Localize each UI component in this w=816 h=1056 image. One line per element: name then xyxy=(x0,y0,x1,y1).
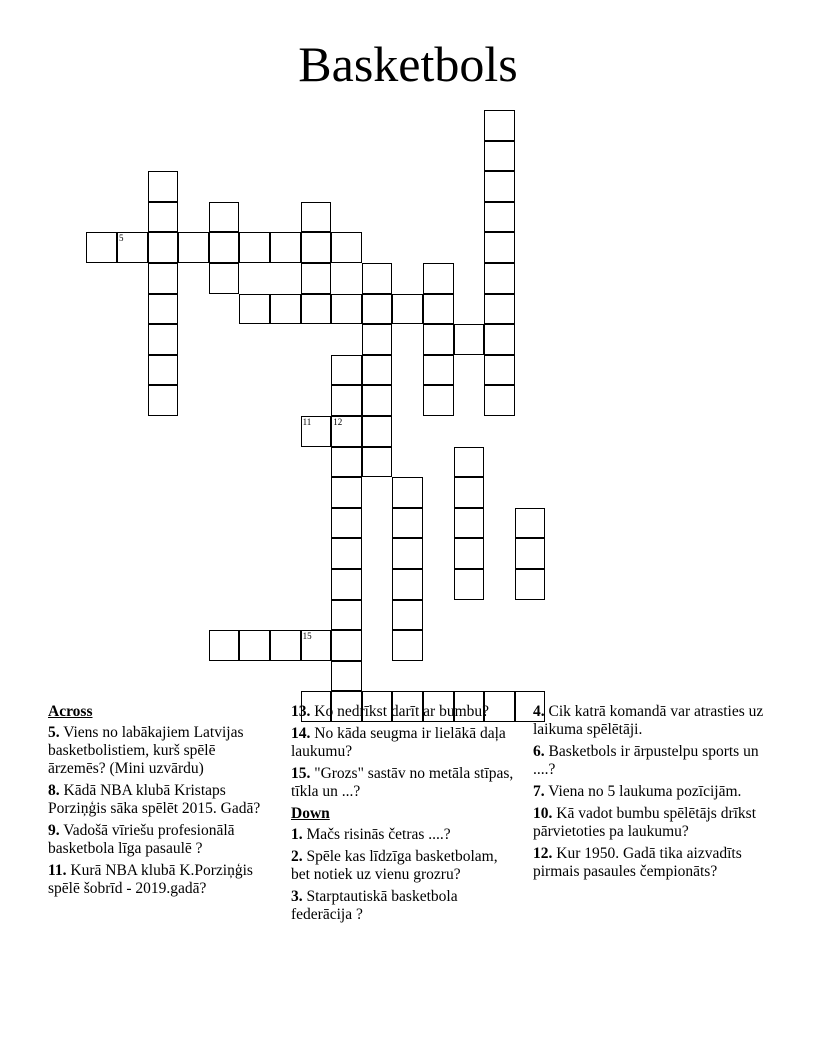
clue-text: Kā vadot bumbu spēlētājs drīkst pārvietoties pa laukumu? xyxy=(533,805,756,840)
clue-text: Kurā NBA klubā K.Porziņģis spēlē šobrīd - 2019.gadā? xyxy=(48,862,253,897)
clues-column-1 xyxy=(48,703,276,902)
crossword-cell[interactable] xyxy=(148,324,179,355)
crossword-cell[interactable] xyxy=(484,232,515,263)
crossword-cell[interactable] xyxy=(239,630,270,661)
crossword-cell[interactable] xyxy=(362,324,393,355)
crossword-cell[interactable] xyxy=(331,508,362,539)
down-clue xyxy=(291,826,519,844)
crossword-cell[interactable] xyxy=(515,538,546,569)
crossword-cell[interactable] xyxy=(331,416,362,447)
crossword-cell[interactable] xyxy=(392,538,423,569)
clue-text: Vadošā vīriešu profesionālā basketbola līga pasaulē ? xyxy=(48,822,235,857)
crossword-cell[interactable] xyxy=(484,171,515,202)
crossword-cell[interactable] xyxy=(331,600,362,631)
crossword-cell[interactable] xyxy=(454,508,485,539)
across-clue xyxy=(48,724,276,778)
crossword-cell[interactable] xyxy=(148,202,179,233)
crossword-cell[interactable] xyxy=(515,508,546,539)
crossword-cell[interactable] xyxy=(454,324,485,355)
down-clue xyxy=(291,888,519,924)
crossword-cell[interactable] xyxy=(392,508,423,539)
crossword-cell[interactable] xyxy=(239,294,270,325)
crossword-cell[interactable] xyxy=(331,569,362,600)
crossword-cell[interactable] xyxy=(362,416,393,447)
across-clue-list-continued xyxy=(291,703,519,801)
crossword-cell[interactable] xyxy=(454,569,485,600)
crossword-cell[interactable] xyxy=(331,477,362,508)
crossword-cell[interactable] xyxy=(423,355,454,386)
clue-text: Mačs risinās četras ....? xyxy=(302,826,451,843)
crossword-cell[interactable] xyxy=(239,232,270,263)
crossword-cell[interactable] xyxy=(117,232,148,263)
crossword-cell[interactable] xyxy=(331,355,362,386)
clue-number-label: 12. xyxy=(533,845,553,862)
crossword-cell[interactable] xyxy=(362,355,393,386)
clue-text: Viena no 5 laukuma pozīcijām. xyxy=(544,783,742,800)
crossword-cell[interactable] xyxy=(148,263,179,294)
clue-number-label: 3. xyxy=(291,888,303,905)
crossword-cell[interactable] xyxy=(270,232,301,263)
down-clue-list xyxy=(291,826,519,924)
crossword-cell[interactable] xyxy=(178,232,209,263)
crossword-cell[interactable] xyxy=(362,385,393,416)
crossword-cell[interactable] xyxy=(331,385,362,416)
crossword-cell[interactable] xyxy=(392,294,423,325)
crossword-cell[interactable] xyxy=(148,355,179,386)
crossword-cell[interactable] xyxy=(270,630,301,661)
crossword-cell[interactable] xyxy=(484,385,515,416)
crossword-cell[interactable] xyxy=(484,294,515,325)
clue-text: Kur 1950. Gadā tika aizvadīts pirmais pasaules čempionāts? xyxy=(533,845,742,880)
crossword-cell[interactable] xyxy=(362,294,393,325)
down-clue xyxy=(533,845,773,881)
clue-number-label: 10. xyxy=(533,805,553,822)
down-clue xyxy=(533,805,773,841)
clue-text: Starptautiskā basketbola federācija ? xyxy=(291,888,458,923)
crossword-cell[interactable] xyxy=(484,141,515,172)
crossword-cell[interactable] xyxy=(362,447,393,478)
down-clue xyxy=(533,743,773,779)
clue-number-label: 9. xyxy=(48,822,60,839)
clue-text: Ko nedrīkst darīt ar bumbu? xyxy=(310,703,490,720)
crossword-cell[interactable] xyxy=(209,263,240,294)
clue-number-label: 13. xyxy=(291,703,311,720)
across-clue xyxy=(48,822,276,858)
down-clue xyxy=(291,848,519,884)
crossword-cell[interactable] xyxy=(301,232,332,263)
crossword-cell[interactable] xyxy=(331,294,362,325)
clue-number-label: 5. xyxy=(48,724,60,741)
clue-number-label: 4. xyxy=(533,703,545,720)
clue-number-label: 8. xyxy=(48,782,60,799)
across-header: Across xyxy=(48,703,93,720)
crossword-cell[interactable] xyxy=(392,600,423,631)
crossword-cell[interactable] xyxy=(301,202,332,233)
clue-text: "Grozs" sastāv no metāla stīpas, tīkla un ...? xyxy=(291,765,514,800)
page-title: Basketbols xyxy=(298,36,518,92)
down-clue-list-continued xyxy=(533,703,773,881)
crossword-cell[interactable] xyxy=(331,538,362,569)
crossword-cell[interactable] xyxy=(423,324,454,355)
crossword-cell[interactable] xyxy=(270,294,301,325)
clue-number: 11 xyxy=(302,417,312,427)
clue-text: Spēle kas līdzīga basketbolam, bet notiek uz vienu grozru? xyxy=(291,848,498,883)
crossword-cell[interactable] xyxy=(454,447,485,478)
crossword-cell[interactable] xyxy=(148,385,179,416)
clues-column-2 xyxy=(291,703,519,928)
crossword-cell[interactable] xyxy=(423,385,454,416)
clue-number: 5 xyxy=(119,233,124,244)
clue-number-label: 11. xyxy=(48,862,67,879)
crossword-cell[interactable] xyxy=(148,171,179,202)
crossword-cell[interactable] xyxy=(301,416,332,447)
down-clue xyxy=(533,783,773,801)
crossword-cell[interactable] xyxy=(484,324,515,355)
clue-number: 15 xyxy=(302,631,312,642)
crossword-cell[interactable] xyxy=(301,263,332,294)
across-clue xyxy=(48,782,276,818)
crossword-cell[interactable] xyxy=(454,538,485,569)
clue-number-label: 7. xyxy=(533,783,545,800)
crossword-cell[interactable] xyxy=(484,355,515,386)
clue-number: 12 xyxy=(333,417,343,427)
crossword-cell[interactable] xyxy=(484,110,515,141)
clue-number-label: 1. xyxy=(291,826,303,843)
clue-number-label: 14. xyxy=(291,725,311,742)
down-header: Down xyxy=(291,805,330,822)
crossword-cell[interactable] xyxy=(423,263,454,294)
down-clue xyxy=(533,703,773,739)
crossword-cell[interactable] xyxy=(392,477,423,508)
crossword-cell[interactable] xyxy=(392,569,423,600)
crossword-cell[interactable] xyxy=(515,569,546,600)
crossword-cell[interactable] xyxy=(331,232,362,263)
crossword-cell[interactable] xyxy=(454,477,485,508)
crossword-cell[interactable] xyxy=(392,630,423,661)
clue-text: No kāda seugma ir lielākā daļa laukumu? xyxy=(291,725,506,760)
clue-text: Cik katrā komandā var atrasties uz laikuma spēlētāji. xyxy=(533,703,764,738)
clue-number-label: 2. xyxy=(291,848,303,865)
crossword-cell[interactable] xyxy=(148,232,179,263)
crossword-cell[interactable] xyxy=(362,263,393,294)
across-clue xyxy=(48,862,276,898)
crossword-cell[interactable] xyxy=(331,661,362,692)
across-clue xyxy=(291,765,519,801)
clue-text: Viens no labākajiem Latvijas basketbolistiem, kurš spēlē ārzemēs? (Mini uzvārdu) xyxy=(48,724,244,777)
crossword-cell[interactable] xyxy=(86,232,117,263)
clue-text: Kādā NBA klubā Kristaps Porziņģis sāka spēlēt 2015. Gadā? xyxy=(48,782,261,817)
crossword-cell[interactable] xyxy=(148,294,179,325)
clue-number-label: 15. xyxy=(291,765,311,782)
crossword-cell[interactable] xyxy=(301,630,332,661)
crossword-cell[interactable] xyxy=(301,294,332,325)
crossword-cell[interactable] xyxy=(209,232,240,263)
across-clue xyxy=(291,725,519,761)
across-clue-list xyxy=(48,724,276,898)
clue-text: Basketbols ir ārpustelpu sports un ....? xyxy=(533,743,759,778)
crossword-cell[interactable] xyxy=(209,202,240,233)
crossword-cell[interactable] xyxy=(484,263,515,294)
crossword-cell[interactable] xyxy=(209,630,240,661)
crossword-cell[interactable] xyxy=(423,294,454,325)
crossword-cell[interactable] xyxy=(484,202,515,233)
clues-column-3 xyxy=(533,703,773,885)
across-clue xyxy=(291,703,519,721)
clue-number-label: 6. xyxy=(533,743,545,760)
crossword-cell[interactable] xyxy=(331,447,362,478)
crossword-cell[interactable] xyxy=(331,630,362,661)
